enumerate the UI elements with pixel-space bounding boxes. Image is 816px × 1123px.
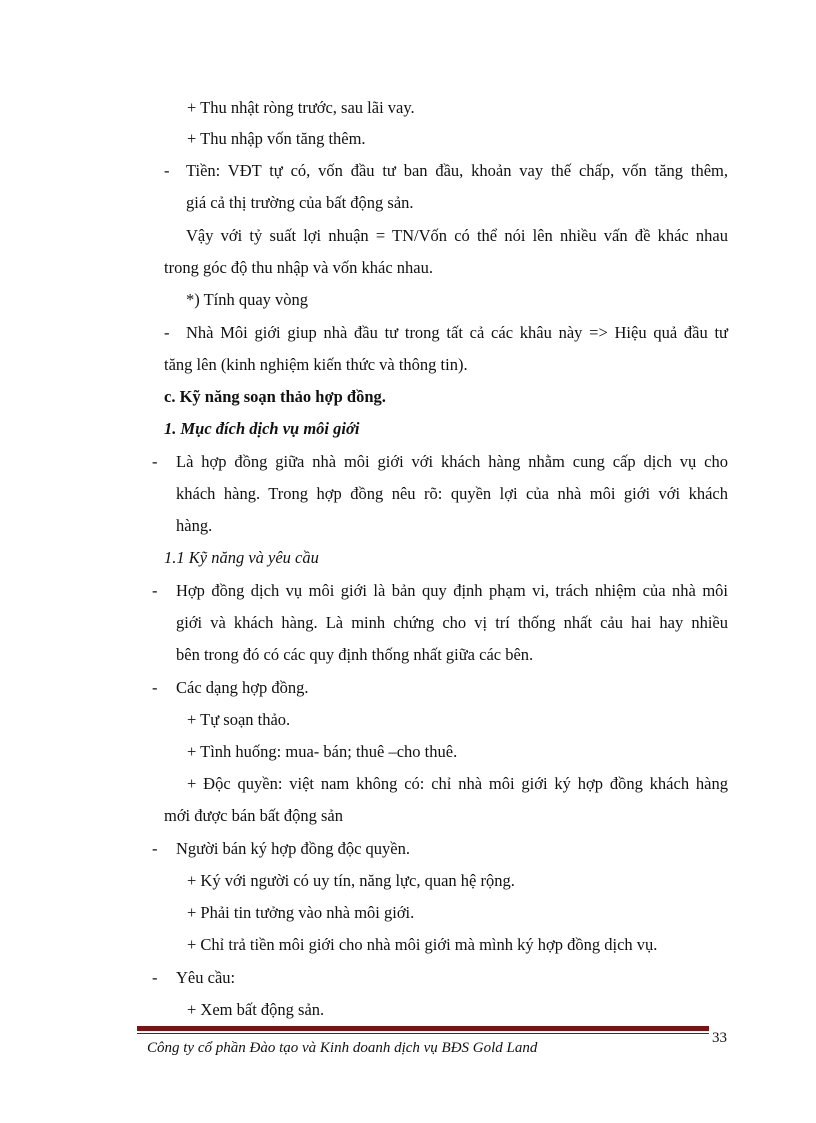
text-line: trong góc độ thu nhập và vốn khác nhau. [164, 258, 433, 277]
text-line: + Thu nhập vốn tăng thêm. [187, 129, 366, 148]
section-heading: c. Kỹ năng soạn thảo hợp đồng. [164, 387, 386, 406]
text-line: Các dạng hợp đồng. [176, 678, 309, 697]
subsection-heading: 1. Mục đích dịch vụ môi giới [164, 419, 360, 438]
text-line: mới được bán bất động sản [164, 806, 343, 825]
footer-rule [137, 1033, 709, 1034]
text-line: + Chỉ trả tiền môi giới cho nhà môi giới mà mình ký hợp đồng dịch vụ. [187, 935, 658, 954]
subsection-heading: 1.1 Kỹ năng và yêu cầu [164, 548, 319, 567]
text-line: + Độc quyền: việt nam không có: chỉ nhà môi giới ký hợp đồng khách hàng [187, 774, 728, 793]
bullet-dash: - [152, 581, 158, 600]
text-line: bên trong đó có các quy định thống nhất giữa các bên. [176, 645, 534, 664]
bullet-dash: - [152, 452, 158, 471]
text-line: + Thu nhật ròng trước, sau lãi vay. [187, 98, 415, 117]
bullet-dash: - [152, 678, 158, 697]
text-line: + Xem bất động sản. [187, 1000, 325, 1019]
text-line: *) Tính quay vòng [186, 290, 309, 309]
footer-company: Công ty cổ phần Đào tạo và Kinh doanh dịch vụ BĐS Gold Land [147, 1040, 538, 1056]
text-line: + Tự soạn thảo. [187, 710, 291, 729]
text-line: + Tình huống: mua- bán; thuê –cho thuê. [187, 742, 458, 761]
text-line: Là hợp đồng giữa nhà môi giới với khách hàng nhằm cung cấp dịch vụ cho [176, 452, 728, 471]
bullet-dash: - [164, 323, 170, 342]
text-line: Nhà Môi giới giup nhà đầu tư trong tất cả các khâu này => Hiệu quả đầu tư [186, 323, 728, 342]
text-line: Vậy với tỷ suất lợi nhuận = TN/Vốn có thể nói lên nhiều vấn đề khác nhau [186, 226, 728, 245]
bullet-dash: - [152, 968, 158, 987]
text-line: Hợp đồng dịch vụ môi giới là bản quy định phạm vi, trách nhiệm của nhà môi [176, 581, 728, 600]
page-number: 33 [712, 1030, 727, 1046]
text-line: + Phải tin tưởng vào nhà môi giới. [187, 903, 415, 922]
text-line: khách hàng. Trong hợp đồng nêu rõ: quyền lợi của nhà môi giới với khách [176, 484, 728, 503]
text-line: Tiền: VĐT tự có, vốn đầu tư ban đầu, khoản vay thế chấp, vốn tăng thêm, [186, 161, 728, 180]
text-line: hàng. [176, 516, 213, 535]
bullet-dash: - [152, 839, 158, 858]
text-line: + Ký với người có uy tín, năng lực, quan hệ rộng. [187, 871, 515, 890]
text-line: giá cả thị trường của bất động sản. [186, 193, 414, 212]
bullet-dash: - [164, 161, 170, 180]
text-line: giới và khách hàng. Là minh chứng cho vị trí thống nhất cảu hai hay nhiều [176, 613, 728, 632]
footer-rule [137, 1026, 709, 1031]
text-line: tăng lên (kinh nghiệm kiến thức và thông tin). [164, 355, 468, 374]
text-line: Người bán ký hợp đồng độc quyền. [176, 839, 410, 858]
text-line: Yêu cầu: [176, 968, 236, 987]
